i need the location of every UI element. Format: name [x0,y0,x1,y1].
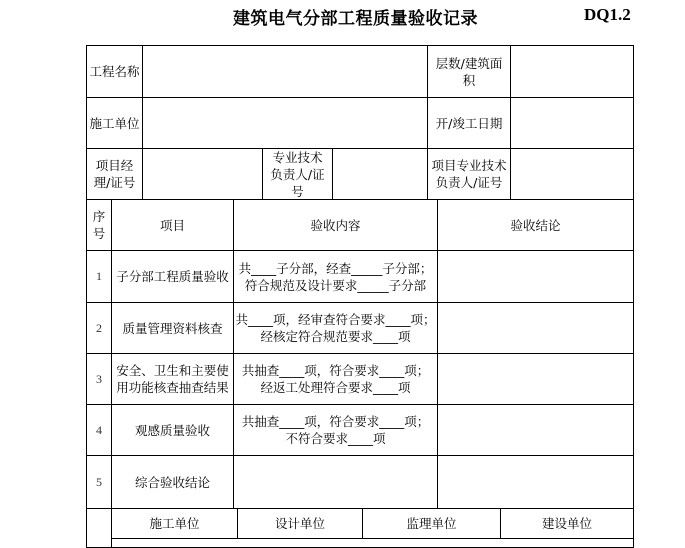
pm-label: 项目经理/证号 [86,148,143,200]
tech-lead-label: 专业技术负责人/证号 [262,148,333,200]
header-conclusion: 验收结论 [437,199,634,251]
project-name-field[interactable] [142,45,428,98]
row-5-content[interactable] [233,455,438,509]
pm-field[interactable] [142,148,263,200]
row-1-content[interactable] [233,250,438,303]
start-end-date-field[interactable] [510,97,634,149]
project-tech-lead-label: 项目专业技术负责人/证号 [427,148,511,200]
row-4-content-line1: 共抽查____项，符合要求____项； [241,414,430,429]
signature-designer: 设计单位 [237,508,363,539]
start-end-date-label: 开/竣工日期 [427,97,511,149]
header-item: 项目 [111,199,234,251]
row-3-content-line1: 共抽查____项，符合要求____项； [241,363,430,378]
row-3-content[interactable] [233,353,438,405]
row-1-content-line1: 共____子分部，经查_____子分部； [238,260,433,276]
row-2-conclusion[interactable] [437,302,634,354]
row-4-item: 观感质量验收 [111,404,234,456]
row-1-no: 1 [86,250,112,303]
row-4-content[interactable] [233,404,438,456]
row-5-no: 5 [86,455,112,509]
row-2-no: 2 [86,302,112,354]
row-2-content-line2: 经核定符合规范要求____项 [260,329,411,344]
document-code: DQ1.2 [584,5,631,24]
row-4-conclusion[interactable] [437,404,634,456]
tech-lead-field[interactable] [332,148,428,200]
row-1-conclusion[interactable] [437,250,634,303]
contractor-label: 施工单位 [86,97,143,149]
contractor-field[interactable] [142,97,428,149]
signature-blank [86,508,112,548]
row-4-no: 4 [86,404,112,456]
floors-area-label: 层数/建筑面积 [427,45,511,98]
signature-owner: 建设单位 [500,508,634,539]
row-4-content-line2: 不符合要求____项 [285,431,386,446]
row-2-content-line1: 共____项，经审查符合要求____项； [235,312,436,327]
row-3-item: 安全、卫生和主要使用功能核查抽查结果 [111,353,234,405]
row-5-conclusion[interactable] [437,455,634,509]
signature-supervisor: 监理单位 [362,508,501,539]
row-3-conclusion[interactable] [437,353,634,405]
signature-contractor: 施工单位 [111,508,238,539]
row-3-no: 3 [86,353,112,405]
row-2-content[interactable] [233,302,438,354]
header-no: 序号 [86,199,112,251]
row-1-item: 子分部工程质量验收 [111,250,234,303]
row-2-item: 质量管理资料核查 [111,302,234,354]
document-title: 建筑电气分部工程质量验收记录 [233,9,478,29]
header-content: 验收内容 [233,199,438,251]
project-tech-lead-field[interactable] [510,148,634,200]
row-3-content-line2: 经返工处理符合要求____项 [260,380,411,395]
project-name-label: 工程名称 [86,45,143,98]
row-5-item: 综合验收结论 [111,455,234,509]
floors-area-field[interactable] [510,45,634,98]
row-1-content-line2: 符合规范及设计要求_____子分部 [244,277,427,293]
